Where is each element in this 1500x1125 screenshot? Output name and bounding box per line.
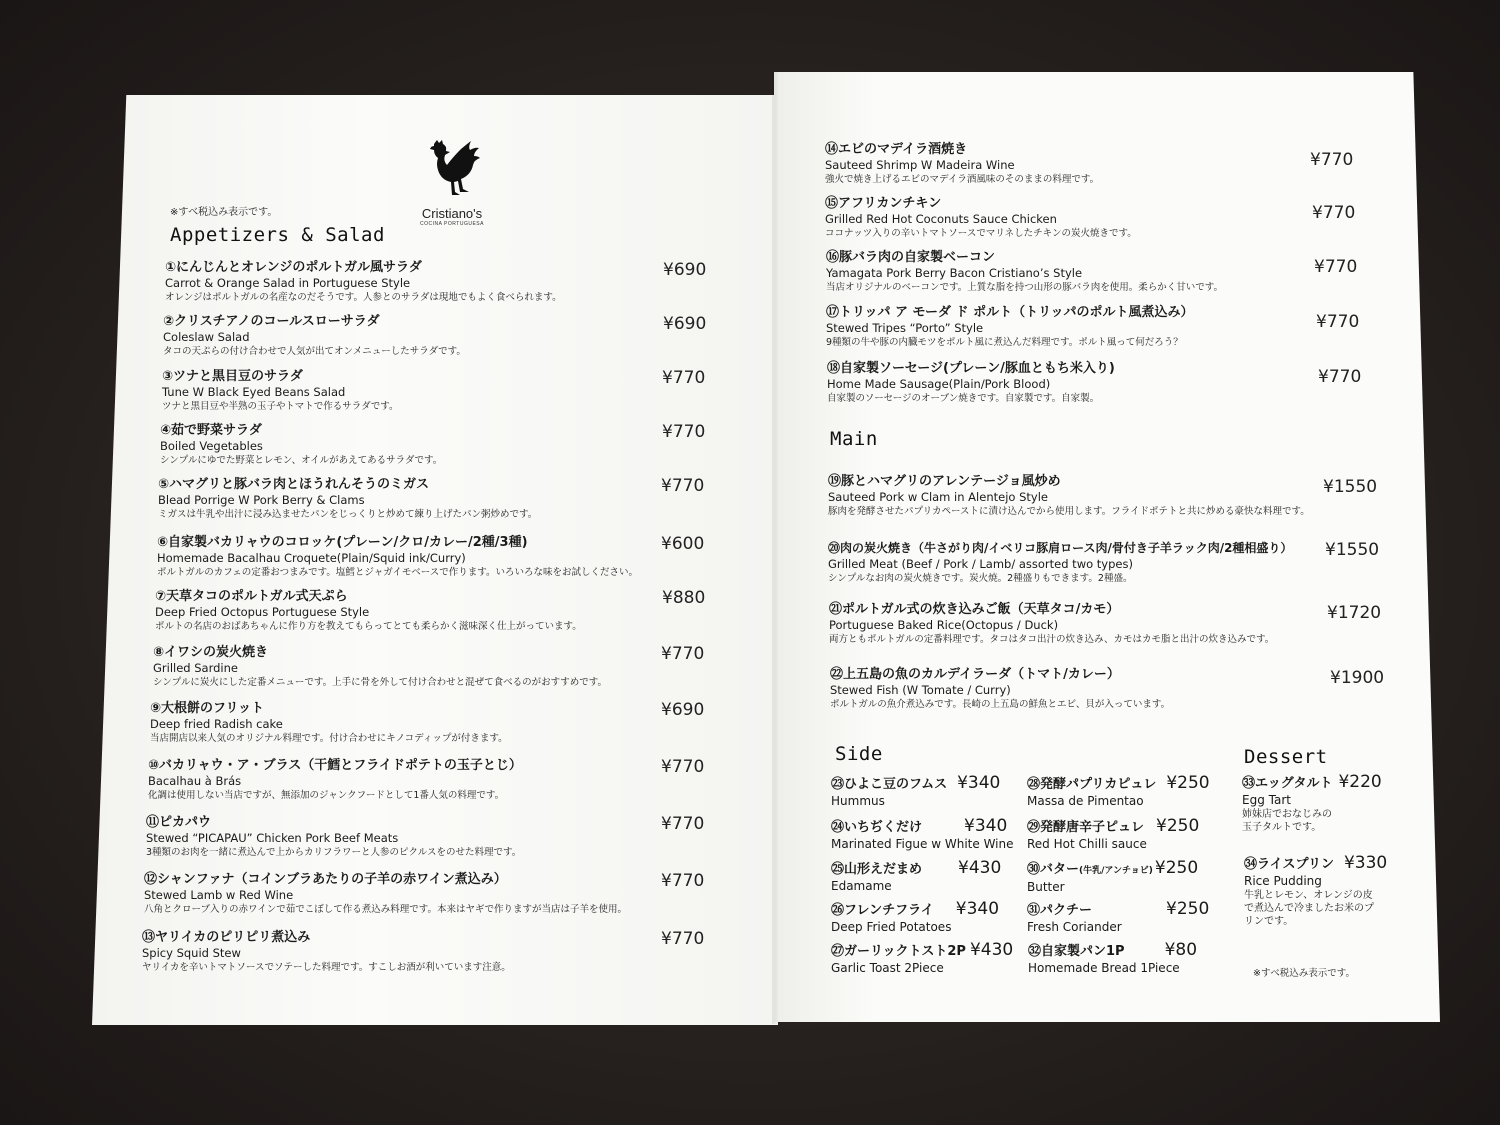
item-price: ¥770 [661,476,705,496]
logo-subtitle: COCINA PORTUGUESA [420,221,484,227]
item-name-jp: ⑯豚バラ肉の自家製ベーコン [826,250,996,265]
item-name-jp: ①にんじんとオレンジのポルトガル風サラダ [165,260,422,275]
item-price: ¥600 [661,534,705,554]
side-item [1027,774,1210,809]
dessert-item [1242,773,1382,834]
item-name-jp: ⑦天草タコのポルトガル式天ぷら [155,589,348,604]
item-name-en: Stewed Tripes “Porto” Style [826,321,984,335]
side-item-price: ¥250 [1166,773,1210,793]
item-name-jp: ④茹で野菜サラダ [160,423,262,438]
item-name-jp: ③ツナと黒目豆のサラダ [162,369,303,384]
restaurant-logo [412,138,492,227]
tax-note: ※すべ税込み表示です。 [1253,968,1356,979]
item-price: ¥690 [661,700,705,720]
menu-item [828,540,1398,586]
item-name-jp: ⑩バカリャウ・ア・ブラス（干鱈とフライドポテトの玉子とじ） [148,758,522,773]
side-item [831,900,999,935]
section-title-appetizers: Appetizers & Salad [170,224,385,246]
item-name-en: Grilled Sardine [153,661,238,675]
item-name-en: Stewed Fish (W Tomate / Curry) [830,683,1011,697]
dessert-item [1244,854,1387,928]
rooster-icon [420,138,484,204]
side-item-name-jp: ㉗ガーリックトスト2P [831,944,966,959]
item-name-en: Sauteed Shrimp W Madeira Wine [825,158,1015,172]
side-item-name-en: Deep Fried Potatoes [831,920,952,934]
item-name-jp: ⑮アフリカンチキン [825,196,942,211]
dessert-name-jp: ㉝エッグタルト [1242,776,1333,791]
side-item-name-en: Garlic Toast 2Piece [831,961,944,975]
item-description: ポルトガルの魚介煮込みです。長崎の上五島の鮮魚とエビ、貝が入っています。 [830,699,1171,710]
dessert-desc-line: で煮込んで冷ましたお米のプ [1244,903,1374,914]
side-item-name-en: Butter [1027,880,1065,894]
item-description: オレンジはポルトガルの名産なのだそうです。人参とのサラダは現地でもよく食べられます。 [165,292,562,303]
section-title-side: Side [835,743,883,765]
side-item-name-jp: ㉔いちぢくだけ [831,820,923,835]
side-item-name-en: Fresh Coriander [1027,920,1122,934]
item-name-jp: ㉒上五島の魚のカルデイラーダ（トマト/カレー） [830,667,1120,682]
side-item-name-jp: ㉕山形えだまめ [831,862,923,877]
item-price: ¥770 [662,422,706,442]
item-description: シンプルに炭火にした定番メニューです。上手に骨を外して付け合わせと混ぜて食べるのがおすすめです。 [153,677,607,688]
side-item [831,817,1014,852]
side-item-name-jp: ㉛パクチー [1027,903,1093,918]
item-name-en: Sauteed Pork w Clam in Alentejo Style [828,490,1048,504]
item-description: シンプルにゆでた野菜とレモン、オイルがあえてあるサラダです。 [160,455,443,466]
item-price: ¥770 [1312,203,1356,223]
menu-spine [772,72,778,1024]
item-description: 強火で焼き上げるエビのマデイラ酒風味のそのままの料理です。 [825,174,1100,185]
item-name-en: Boiled Vegetables [160,439,263,453]
dessert-name-en: Rice Pudding [1244,874,1322,888]
item-description: 自家製のソーセージのオーブン焼きです。自家製です。自家製。 [827,393,1100,404]
side-item-price: ¥430 [958,858,1002,878]
side-item [831,941,1013,976]
item-description: 9種類の牛や豚の内臓モツをポルト風に煮込んだ料理です。ポルト風って何だろう？ [826,337,1183,348]
item-name-jp: ㉑ポルトガル式の炊き込みご飯（天草タコ/カモ） [829,602,1120,617]
item-name-en: Deep fried Radish cake [150,717,283,731]
item-name-en: Deep Fried Octopus Portuguese Style [155,605,370,619]
side-item-note: (牛乳/アンチョビ) [1079,866,1153,876]
side-item-price: ¥250 [1154,858,1199,878]
item-price: ¥770 [661,814,705,834]
item-name-jp: ⑥自家製バカリャウのコロッケ(プレーン/クロ/カレー/2種/3種) [157,535,528,550]
item-price: ¥770 [662,368,706,388]
item-description: ポルトの名店のおばあちゃんに作り方を教えてもらってとても柔らかく滋味深く仕上がっています。 [155,621,582,632]
item-description: 当店オリジナルのベーコンです。上質な脂を持つ山形の豚バラ肉を使用。柔らかく甘いです。 [826,282,1224,293]
item-price: ¥770 [1318,367,1362,387]
item-price: ¥770 [1314,257,1358,277]
item-name-jp: ⑬ヤリイカのピリピリ煮込み [142,930,311,945]
side-item-price: ¥340 [955,899,1000,919]
item-price: ¥770 [661,757,705,777]
item-price: ¥690 [663,260,707,280]
item-name-en: Stewed “PICAPAU” Chicken Pork Beef Meats [146,831,399,845]
item-price: ¥1550 [1323,477,1378,497]
item-description: ミガスは牛乳や出汁に浸み込ませたパンをじっくりと炒めて練り上げたパン粥炒めです。 [158,509,538,520]
dessert-desc-line: 玉子タルトです。 [1242,822,1322,833]
side-item [1027,817,1199,852]
menu-item [828,473,1398,519]
item-name-jp: ⑤ハマグリと豚バラ肉とほうれんそうのミガス [158,477,430,492]
side-item-name-jp: ㉖フレンチフライ [831,903,934,918]
side-item [1028,941,1197,976]
item-description: 化調は使用しない当店ですが、無添加のジャンクフードとして1番人気の料理です。 [148,790,505,801]
item-name-jp: ⑪ピカパウ [146,815,212,830]
item-price: ¥770 [661,871,705,891]
side-item [831,774,1000,809]
item-price: ¥770 [661,644,705,664]
item-name-en: Spicy Squid Stew [142,946,241,960]
dessert-name-en: Egg Tart [1242,793,1291,807]
item-price: ¥1550 [1325,540,1380,560]
item-price: ¥880 [662,588,706,608]
item-name-en: Homemade Bacalhau Croquete(Plain/Squid ink/Curry) [157,551,466,565]
item-name-en: Stewed Lamb w Red Wine [144,888,294,902]
item-name-jp: ⑨大根餅のフリット [150,701,264,716]
side-item-name-en: Edamame [831,879,892,893]
item-description: 当店開店以来人気のオリジナル料理です。付け合わせにキノコディップが付きます。 [150,733,508,744]
item-name-en: Portuguese Baked Rice(Octopus / Duck) [829,618,1059,632]
menu-item [144,871,744,917]
side-item-name-jp: ㉙発酵唐辛子ピュレ [1027,820,1145,835]
side-item [1027,859,1198,895]
logo-brand-name: Cristiano's [421,206,483,221]
item-description: タコの天ぷらの付け合わせで人気が出てオンメニューしたサラダです。 [163,346,466,357]
item-price: ¥1720 [1327,603,1382,623]
section-title-main: Main [830,428,878,450]
item-description: シンプルなお肉の炭火焼きです。炭火焼。2種盛りもできます。2種盛。 [828,573,1133,584]
item-price: ¥770 [1316,312,1360,332]
menu-item [142,929,742,975]
item-name-en: Yamagata Pork Berry Bacon Cristiano’s Style [826,266,1083,280]
item-name-en: Carrot & Orange Salad in Portuguese Style [165,276,411,290]
item-name-en: Grilled Meat (Beef / Pork / Lamb/ assorted two types) [828,557,1133,571]
side-item-price: ¥340 [964,816,1008,836]
side-item-price: ¥80 [1164,940,1198,960]
item-description: 両方ともポルトガルの定番料理です。タコはタコ出汁の炊き込み、カモはカモ脂と出汁の炊き込みです。 [829,634,1275,645]
side-item-price: ¥250 [1166,899,1210,919]
side-item-name-en: Homemade Bread 1Piece [1028,961,1180,975]
dessert-desc-line: 牛乳とレモン、オレンジの皮 [1244,890,1373,901]
side-item [1027,900,1209,935]
item-name-en: Grilled Red Hot Coconuts Sauce Chicken [825,212,1057,226]
dessert-price: ¥220 [1338,772,1382,792]
side-item-name-en: Massa de Pimentao [1027,794,1144,808]
item-description: 八角とクローブ入りの赤ワインで茹でこぼして作る煮込み料理です。本来はヤギで作りますが当店は子羊を使用。 [144,904,627,915]
item-name-jp: ⑱自家製ソーセージ(プレーン/豚血ともち米入り) [827,361,1115,376]
item-name-jp: ⑧イワシの炭火焼き [153,645,269,660]
item-description: ポルトガルのカフェの定番おつまみです。塩鱈とジャガイモベースで作ります。いろいろな味をお試しください。 [157,567,638,578]
item-name-jp: ⑫シャンファナ（コインブラあたりの子羊の赤ワイン煮込み） [144,872,507,887]
menu-item [150,700,750,746]
item-description: ヤリイカを辛いトマトソースでソテーした料理です。すこしお酒が利いています注意。 [142,962,511,973]
dessert-price: ¥330 [1343,853,1388,873]
item-name-jp: ②クリスチアノのコールスローサラダ [163,314,380,329]
item-name-en: Coleslaw Salad [163,330,250,344]
side-item-name-jp: ㉘発酵パプリカピュレ [1027,777,1157,792]
item-price: ¥690 [663,314,707,334]
menu-item [148,757,748,803]
item-name-jp: ⑳肉の炭火焼き（牛さがり肉/イベリコ豚肩ロース肉/骨付き子羊ラック肉/2種相盛り） [828,541,1293,555]
side-item-price: ¥250 [1156,816,1200,836]
menu-item [830,666,1400,712]
dessert-desc-line: 姉妹店でおなじみの [1242,809,1332,820]
item-description: 豚肉を発酵させたパプリカペーストに漬け込んでから使用します。フライドポテトと共に炒める豪快な料理です。 [828,506,1310,517]
side-item-price: ¥430 [969,940,1014,960]
dessert-name-jp: ㉞ライスプリン [1244,857,1334,872]
side-item-name-en: Hummus [831,794,885,808]
item-name-en: Tune W Black Eyed Beans Salad [162,385,346,399]
menu-item [146,814,746,860]
side-item-name-en: Red Hot Chilli sauce [1027,837,1147,851]
dessert-desc-line: リンです。 [1244,916,1294,927]
item-name-en: Home Made Sausage(Plain/Pork Blood) [827,377,1051,391]
item-name-en: Bacalhau à Brás [148,774,242,788]
item-price: ¥770 [1310,150,1354,170]
tax-note: ※すべ税込み表示です。 [170,207,278,218]
side-item-name-jp: ㉜自家製パン1P [1028,944,1125,959]
item-name-jp: ⑲豚とハマグリのアレンテージョ風炒め [828,474,1061,489]
item-price: ¥770 [661,929,705,949]
item-name-jp: ⑭エビのマデイラ酒焼き [825,142,968,157]
item-description: ツナと黒目豆や半熟の玉子やトマトで作るサラダです。 [162,401,399,412]
side-item [831,859,1001,894]
section-title-dessert: Dessert [1244,746,1328,768]
item-description: ココナッツ入りの辛いトマトソースでマリネしたチキンの炭火焼きです。 [825,228,1137,239]
side-item-price: ¥340 [957,773,1001,793]
side-item-name-en: Marinated Figue w White Wine [831,837,1014,851]
side-item-name-jp: ㉚バター [1027,862,1080,877]
item-price: ¥1900 [1330,668,1385,688]
item-name-en: Blead Porrige W Pork Berry & Clams [158,493,365,507]
item-description: 3種類のお肉を一緒に煮込んで上からカリフラワーと人参のピクルスをのせた料理です。 [146,847,522,858]
menu-item [829,601,1399,647]
side-item-name-jp: ㉓ひよこ豆のフムス [831,777,948,792]
item-name-jp: ⑰トリッパ ア モーダ ド ポルト（トリッパのポルト風煮込み） [826,305,1194,320]
